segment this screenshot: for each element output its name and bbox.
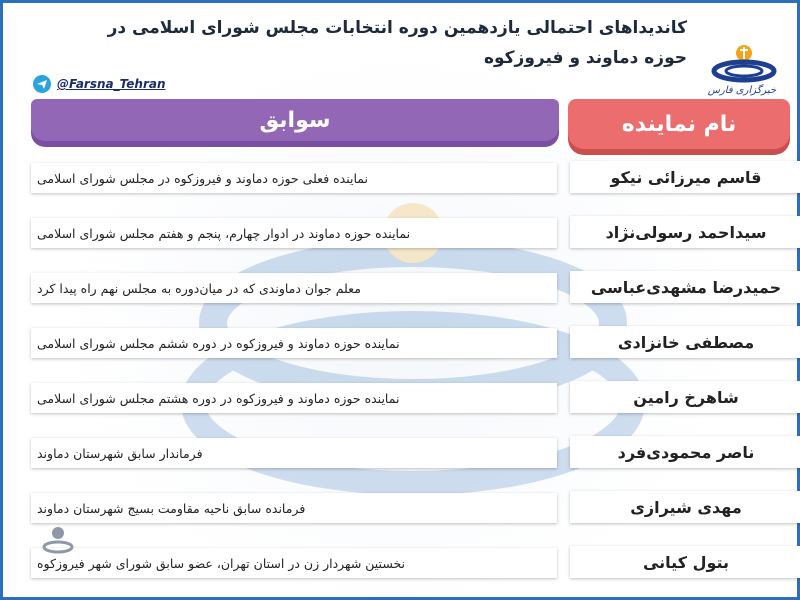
- record-cell: فرماندار سابق شهرستان دماوند: [31, 438, 557, 468]
- name-cell: حمیدرضا مشهدی‌عباسی: [570, 271, 800, 303]
- record-cell: معلم جوان دماوندی که در میان‌دوره به مجلس نهم راه پیدا کرد: [31, 273, 557, 303]
- table-row: [31, 383, 773, 413]
- handle-text: @Farsna_Tehran: [57, 77, 166, 91]
- name-cell: ناصر محمودی‌فرد: [570, 436, 800, 468]
- name-cell: قاسم میرزائی نیکو: [570, 161, 800, 193]
- record-cell: نماینده حوزه دماوند در ادوار چهارم، پنجم و هفتم مجلس شورای اسلامی: [31, 218, 557, 248]
- name-cell: مهدی شیرازی: [570, 491, 800, 523]
- logo-caption: خبرگزاری فارس: [707, 85, 777, 96]
- record-cell: نماینده حوزه دماوند و فیروزکوه در دوره هشتم مجلس شورای اسلامی: [31, 383, 557, 413]
- table-row: [31, 273, 782, 303]
- table-row: [31, 493, 773, 523]
- name-cell: بتول کیانی: [570, 546, 800, 578]
- record-cell: نماینده فعلی حوزه دماوند و فیروزکوه در مجلس شورای اسلامی: [31, 163, 557, 193]
- telegram-handle[interactable]: [33, 75, 166, 93]
- table-row: [31, 163, 773, 193]
- name-column-header: نام نماینده: [568, 99, 790, 149]
- telegram-icon: [33, 75, 51, 93]
- name-cell: شاهرخ رامین: [570, 381, 800, 413]
- record-cell: نخستین شهردار زن در استان تهران، عضو سابق شورای شهر فیروزکوه: [31, 548, 557, 578]
- table-row: [31, 548, 773, 578]
- table-row: [31, 328, 773, 358]
- name-cell: مصطفی خانزادی: [570, 326, 800, 358]
- record-cell: نماینده حوزه دماوند و فیروزکوه در دوره ششم مجلس شورای اسلامی: [31, 328, 557, 358]
- name-cell: سیداحمد رسولی‌نژاد: [570, 216, 800, 248]
- table-row: [31, 218, 773, 248]
- record-column-header: سوابق: [31, 99, 559, 141]
- page-title: کاندیداهای احتمالی یازدهمین دوره انتخابات مجلس شورای اسلامی در حوزه دماوند و فیروزکوه: [107, 18, 687, 68]
- record-cell: فرمانده سابق ناحیه مقاومت بسیج شهرستان دماوند: [31, 493, 557, 523]
- table-row: [31, 438, 773, 468]
- fars-corner-logo: [41, 523, 75, 563]
